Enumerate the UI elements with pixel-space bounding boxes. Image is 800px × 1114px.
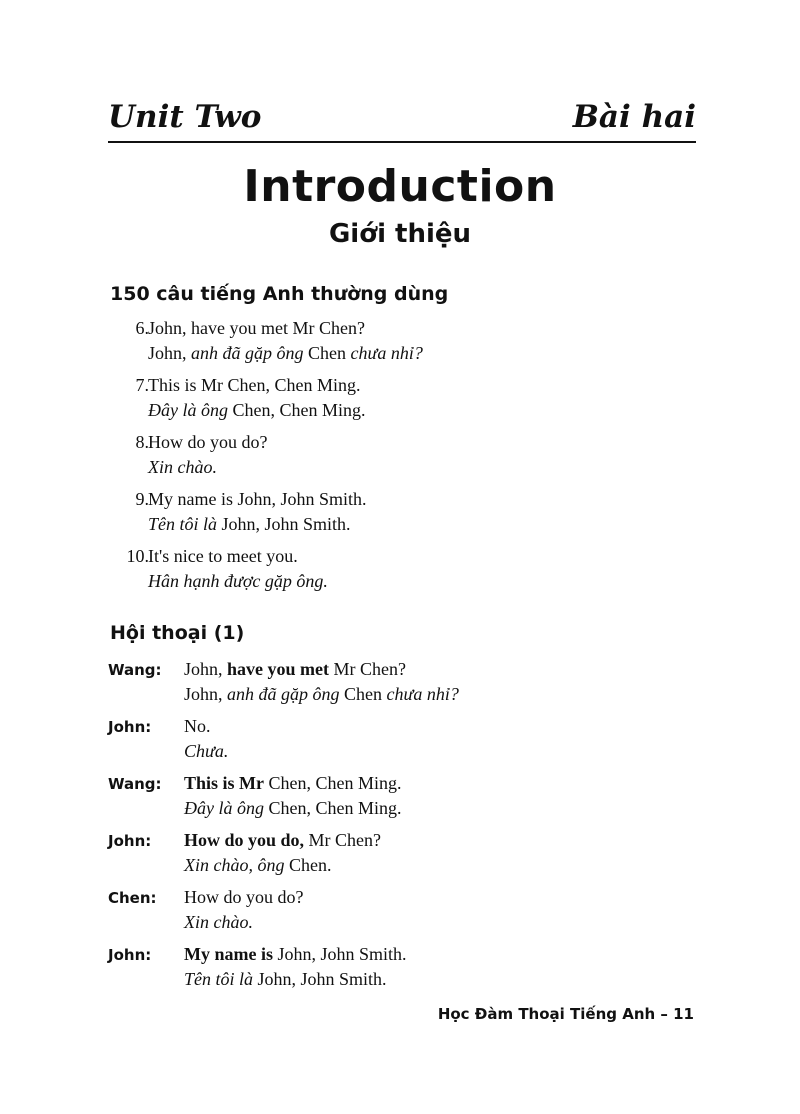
translation-segment: Chen, Chen Ming. [228, 400, 366, 420]
translation-segment: Xin chào. [148, 457, 217, 477]
dialogue-turn [108, 713, 708, 770]
phrase-english: This is Mr Chen, Chen Ming. [148, 375, 361, 395]
dialogue-english [184, 941, 407, 967]
dialogue-turn [108, 827, 708, 884]
dialogue-segment: How do you do? [184, 887, 304, 907]
speaker-name: John: [108, 718, 152, 736]
phrases-heading: 150 câu tiếng Anh thường dùng [110, 283, 449, 305]
dialogue-turn [108, 770, 708, 827]
dialogue-segment: How do you do, [184, 830, 305, 850]
translation-segment: chưa nhỉ? [386, 684, 459, 704]
speaker-name: John: [108, 946, 152, 964]
phrase-english: It's nice to meet you. [148, 546, 298, 566]
speaker-name: John: [108, 832, 152, 850]
translation-segment: John, John Smith. [253, 969, 387, 989]
phrase-english: John, have you met Mr Chen? [148, 318, 365, 338]
dialogue-english [184, 713, 211, 739]
phrase-item [110, 429, 710, 486]
translation-segment: Đây là ông [148, 400, 228, 420]
dialogue-segment: John, John Smith. [273, 944, 407, 964]
translation-segment: Chen, Chen Ming. [264, 798, 402, 818]
phrase-number: 8. [135, 432, 149, 452]
translation-segment: Chen. [284, 855, 332, 875]
dialogue-vietnamese [184, 852, 332, 878]
dialogue [108, 656, 708, 998]
phrase-vietnamese [148, 397, 366, 423]
dialogue-turn [108, 941, 708, 998]
phrase-vietnamese [148, 511, 351, 537]
dialogue-segment: My name is [184, 944, 273, 964]
dialogue-vietnamese [184, 966, 387, 992]
translation-segment: Chen [339, 684, 387, 704]
translation-segment: Tên tôi là [148, 514, 218, 534]
dialogue-english [184, 770, 402, 796]
translation-segment: John, John Smith. [217, 514, 351, 534]
translation-segment: Hân hạnh được gặp ông. [148, 571, 328, 591]
dialogue-segment: No. [184, 716, 211, 736]
phrase-item [110, 486, 710, 543]
page-footer: Học Đàm Thoại Tiếng Anh – 11 [437, 1005, 694, 1023]
phrase-vietnamese [148, 340, 423, 366]
phrase-number: 10. [126, 546, 149, 566]
phrase-number: 9. [135, 489, 149, 509]
translation-segment: John, [184, 684, 228, 704]
dialogue-vietnamese [184, 795, 402, 821]
translation-segment: anh đã gặp ông [191, 343, 304, 363]
translation-segment: Chen [303, 343, 351, 363]
dialogue-turn [108, 884, 708, 941]
dialogue-vietnamese [184, 909, 253, 935]
page-subtitle: Giới thiệu [328, 219, 472, 249]
phrase-english: How do you do? [148, 432, 268, 452]
translation-segment: anh đã gặp ông [227, 684, 340, 704]
translation-segment: Xin chào, ông [184, 855, 285, 875]
dialogue-segment: have you met [227, 659, 330, 679]
translation-segment: Chưa. [184, 741, 229, 761]
dialogue-segment: Chen, Chen Ming. [264, 773, 402, 793]
dialogue-vietnamese [184, 738, 228, 764]
translation-segment: Xin chào. [184, 912, 253, 932]
translation-segment: Đây là ông [184, 798, 264, 818]
phrase-item [110, 543, 710, 600]
phrase-list [110, 315, 710, 600]
dialogue-heading: Hội thoại (1) [110, 622, 245, 644]
unit-title-vietnamese: Bài hai [572, 99, 696, 135]
dialogue-english [184, 656, 406, 682]
phrase-item [110, 315, 710, 372]
dialogue-segment: John, [184, 659, 228, 679]
dialogue-english [184, 884, 304, 910]
speaker-name: Chen: [108, 889, 157, 907]
unit-title-english: Unit Two [108, 99, 262, 135]
phrase-number: 6. [135, 318, 149, 338]
phrase-vietnamese [148, 568, 328, 594]
phrase-english: My name is John, John Smith. [148, 489, 367, 509]
dialogue-segment: This is Mr [184, 773, 265, 793]
phrase-number: 7. [135, 375, 149, 395]
phrase-vietnamese [148, 454, 217, 480]
translation-segment: chưa nhỉ? [350, 343, 423, 363]
translation-segment: Tên tôi là [184, 969, 254, 989]
dialogue-vietnamese [184, 681, 459, 707]
speaker-name: Wang: [108, 775, 162, 793]
dialogue-segment: Mr Chen? [329, 659, 406, 679]
dialogue-turn [108, 656, 708, 713]
phrase-item [110, 372, 710, 429]
unit-header [108, 95, 696, 143]
page-title: Introduction [243, 161, 557, 212]
dialogue-english [184, 827, 381, 853]
speaker-name: Wang: [108, 661, 162, 679]
dialogue-segment: Mr Chen? [304, 830, 382, 850]
translation-segment: John, [148, 343, 192, 363]
